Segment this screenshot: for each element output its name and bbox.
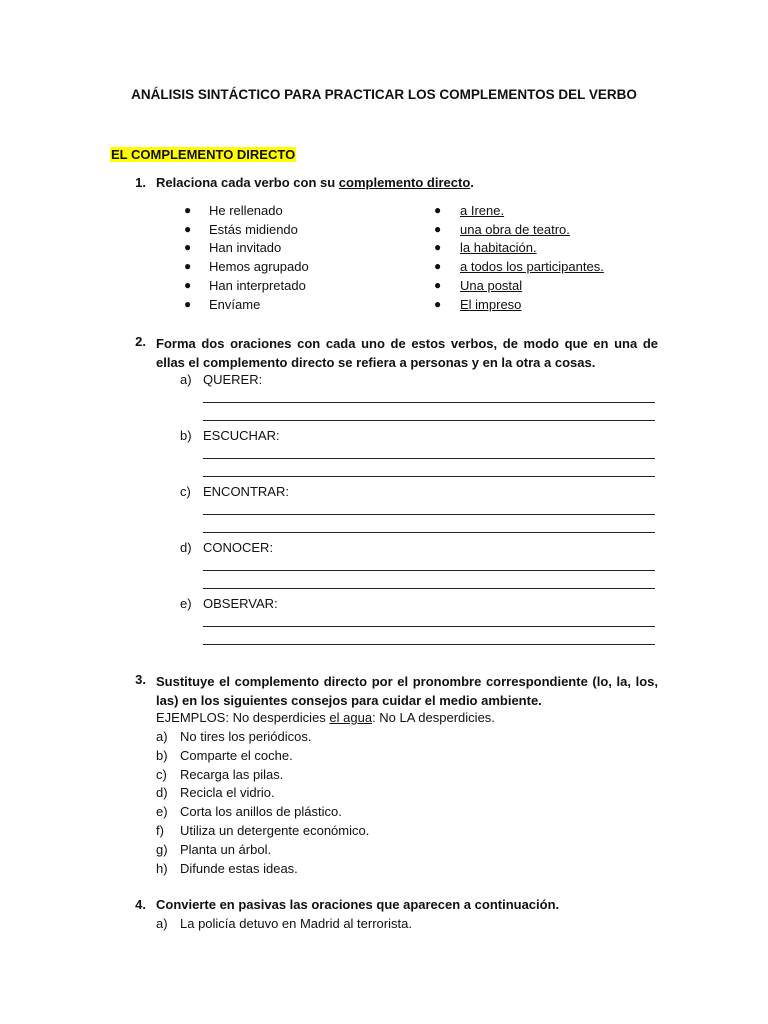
answer-line[interactable] [203,514,655,515]
answer-line[interactable] [203,476,655,477]
item-letter: d) [156,785,168,801]
answer-line[interactable] [203,532,655,533]
sentence-item: Comparte el coche. [180,747,293,763]
answer-line[interactable] [203,644,655,645]
verb-item: Han interpretado [209,277,306,293]
verb-label: ENCONTRAR: [203,484,289,499]
item-letter: a) [180,372,192,387]
answer-line[interactable] [203,402,655,403]
section-heading: EL COMPLEMENTO DIRECTO [111,147,296,162]
sentence-item: Recarga las pilas. [180,766,284,782]
sentence-item: Recicla el vidrio. [180,785,275,801]
question-4-number: 4. [135,897,146,912]
verb-label: QUERER: [203,372,263,387]
question-1-number: 1. [135,175,146,190]
verb-item: He rellenado [209,203,283,218]
complement-item: a Irene. [460,203,505,218]
question-3-text: Sustituye el complemento directo por el pronombre correspondiente (lo, la, los, las) en los siguientes consejos para cuidar el medio ambiente. [156,674,658,708]
item-letter: c) [156,766,167,782]
bullet-icon: ● [434,203,442,217]
item-letter: f) [156,823,164,838]
sentence-item: Planta un árbol. [180,841,272,857]
item-letter: a) [156,729,168,744]
sentence-item: La policía detuvo en Madrid al terrorista. [180,916,412,931]
verb-label: CONOCER: [203,540,274,555]
sentence-item: Utiliza un detergente económico. [180,823,370,838]
bullet-icon: ● [184,221,192,236]
question-3-example: EJEMPLOS: No desperdicies el agua: No LA desperdicies. [156,710,495,725]
sentence-item: No tires los periódicos. [180,729,312,744]
item-letter: c) [180,484,191,499]
verb-item: Han invitado [209,240,282,256]
bullet-icon: ● [184,259,192,274]
answer-line[interactable] [203,588,655,589]
verb-item: Hemos agrupado [209,259,309,275]
verb-item: Envíame [209,296,261,312]
complement-item: a todos los participantes. [460,259,604,275]
bullet-icon: ● [434,240,442,255]
bullet-icon: ● [434,277,442,292]
complement-item: la habitación. [460,240,537,256]
bullet-icon: ● [184,240,192,255]
item-letter: b) [180,428,192,443]
bullet-icon: ● [434,221,442,236]
question-2-text: Forma dos oraciones con cada uno de estos verbos, de modo que en una de ellas el complemento directo se refiera a personas y en la otra a cosas. [156,336,658,370]
complement-item: una obra de teatro. [460,221,570,237]
answer-line[interactable] [203,626,655,627]
item-letter: d) [180,540,192,555]
bullet-icon: ● [184,296,192,311]
answer-line[interactable] [203,420,655,421]
sentence-item: Difunde estas ideas. [180,860,298,876]
bullet-icon: ● [434,296,442,311]
question-3-number: 3. [135,672,146,687]
complement-item: Una postal [460,277,523,293]
item-letter: e) [156,804,168,820]
bullet-icon: ● [184,203,192,217]
answer-line[interactable] [203,570,655,571]
page-title: ANÁLISIS SINTÁCTICO PARA PRACTICAR LOS COMPLEMENTOS DEL VERBO [131,87,637,102]
complement-item: El impreso [460,296,522,312]
item-letter: e) [180,596,192,611]
verb-label: ESCUCHAR: [203,428,280,443]
verb-item: Estás midiendo [209,221,298,237]
bullet-icon: ● [434,259,442,274]
question-1-text: Relaciona cada verbo con su complemento directo. [156,175,474,190]
bullet-icon: ● [184,277,192,292]
item-letter: h) [156,860,168,876]
question-4-text: Convierte en pasivas las oraciones que aparecen a continuación. [156,897,560,912]
question-2-number: 2. [135,334,146,349]
item-letter: g) [156,841,168,857]
answer-line[interactable] [203,458,655,459]
item-letter: b) [156,747,168,763]
sentence-item: Corta los anillos de plástico. [180,804,342,820]
verb-label: OBSERVAR: [203,596,278,611]
item-letter: a) [156,916,168,931]
